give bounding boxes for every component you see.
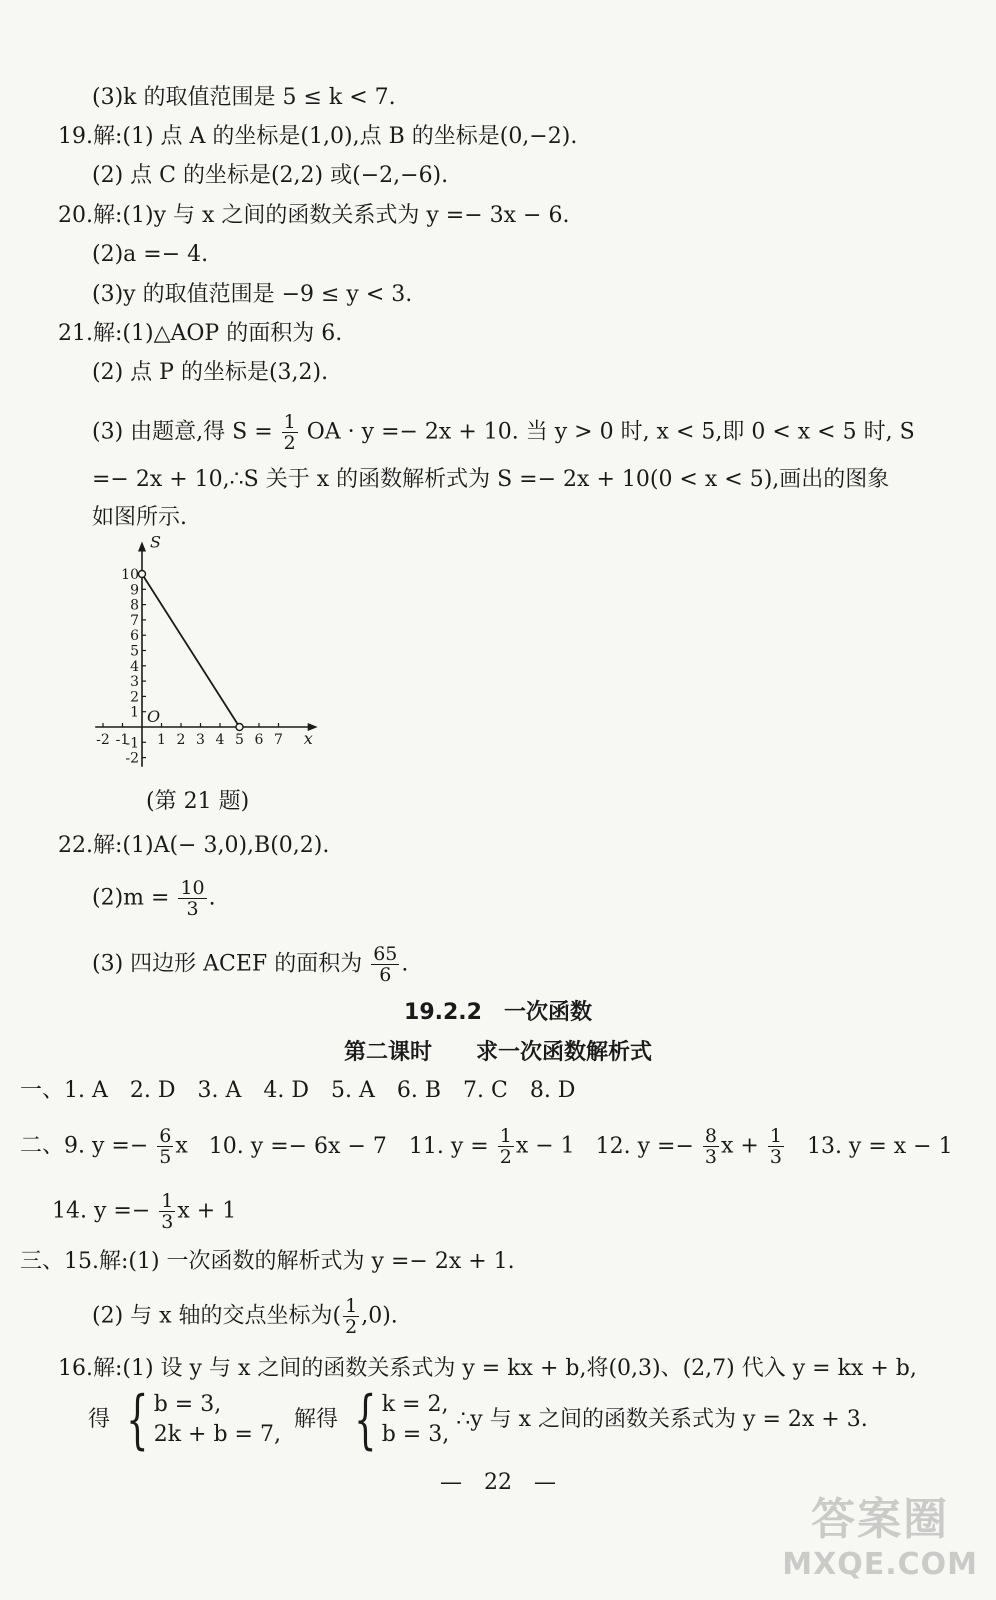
answer-21-3-line3: 如图所示. (92, 505, 187, 530)
y-tick-label: 2 (130, 689, 139, 706)
fraction-numerator: 1 (769, 1125, 782, 1147)
fill-blank-11-suffix: x − 1 (515, 1133, 575, 1159)
fraction-numerator: 65 (373, 943, 398, 965)
fraction-12a (703, 1126, 719, 1167)
answer-16-conclusion: ∴y 与 x 之间的函数关系式为 y = 2x + 3. (456, 1407, 868, 1432)
open-endpoint-end (236, 724, 243, 731)
answer-19-2: (2) 点 C 的坐标是(2,2) 或(−2,−6). (92, 163, 449, 188)
fraction-15 (343, 1296, 359, 1337)
answer-15-2 (92, 1296, 398, 1337)
y-tick-label: 7 (130, 612, 139, 629)
x-tick-label: 4 (215, 732, 225, 748)
answer-16-de: 得 (88, 1407, 111, 1432)
fraction-denominator: 5 (159, 1146, 172, 1168)
section-subtitle: 第二课时 求一次函数解析式 (343, 1040, 652, 1065)
x-tick-label: 1 (157, 732, 166, 748)
answer-18-3: (3)k 的取值范围是 5 ≤ k < 7. (92, 85, 396, 110)
y-tick-label: 5 (130, 643, 139, 660)
y-tick-label: 4 (130, 658, 139, 675)
system2-eq2: b = 3, (381, 1422, 450, 1447)
fill-blank-9-suffix: x (175, 1133, 188, 1159)
fraction-one-half (282, 412, 298, 453)
fill-blank-12-mid: x + (721, 1133, 759, 1159)
fraction-numerator: 1 (499, 1125, 512, 1147)
open-endpoint-start (139, 571, 146, 578)
answer-22-2-text: (2)m = (92, 885, 170, 911)
answer-21-2: (2) 点 P 的坐标是(3,2). (92, 360, 329, 385)
fraction-denominator: 3 (769, 1146, 782, 1168)
multiple-choice-answers: 一、1. A 2. D 3. A 4. D 5. A 6. B 7. C 8. D (20, 1078, 576, 1103)
answer-20-1: 20.解:(1)y 与 x 之间的函数关系式为 y =− 3x − 6. (58, 203, 570, 228)
fraction-numerator: 1 (161, 1190, 174, 1212)
y-tick-label: 9 (130, 582, 139, 599)
fraction-11 (498, 1126, 514, 1167)
answer-16-1: 16.解:(1) 设 y 与 x 之间的函数关系式为 y = kx + b,将(0,3)、(2,7) 代入 y = kx + b, (58, 1356, 917, 1381)
y-axis-label: S (150, 532, 161, 552)
fraction-numerator: 6 (159, 1125, 172, 1147)
fraction-area (371, 944, 399, 985)
answer-22-2: (2)m = $\frac{10}{3}$ . (92, 877, 216, 920)
answer-21-3-line2: =− 2x + 10,∴S 关于 x 的函数解析式为 S =− 2x + 10(0 < x < 5),画出的图象 (92, 467, 890, 492)
equation-system-2: { k = 2, b = 3, (354, 1383, 450, 1457)
x-tick-label: -2 (96, 732, 110, 748)
y-axis-arrow (138, 542, 146, 552)
origin-label: O (147, 707, 161, 726)
fraction-denominator: 3 (704, 1146, 718, 1168)
x-tick-label: -1 (115, 732, 130, 748)
fraction-m-value (178, 878, 206, 919)
fill-blank-10-11-text: 10. y =− 6x − 7 11. y = (208, 1133, 489, 1159)
answer-22-3: (3) 四边形 ACEF 的面积为 $\frac{65}{6}$ . (92, 943, 409, 986)
answer-15-2-suffix: ,0). (361, 1303, 398, 1329)
answer-15-1: 三、15.解:(1) 一次函数的解析式为 y =− 2x + 1. (20, 1249, 515, 1274)
fill-blank-14-suffix: x + 1 (177, 1198, 237, 1224)
y-tick-label: 3 (130, 674, 139, 691)
y-tick-label: 1 (130, 704, 139, 721)
fraction-denominator: 2 (499, 1146, 512, 1168)
page-number: — 22 — (440, 1470, 556, 1495)
fill-blank-12-text: 12. y =− (595, 1133, 694, 1159)
x-tick-label: 6 (254, 732, 264, 748)
y-tick-label: 6 (130, 628, 139, 645)
fill-blank-answers-row2 (52, 1191, 236, 1232)
fraction-numerator: 10 (180, 877, 205, 899)
x-tick-label: 3 (196, 732, 205, 748)
fill-blank-answers-row1 (20, 1126, 953, 1167)
y-tick-label: 10 (121, 567, 139, 583)
x-tick-label: 2 (176, 732, 186, 748)
figure-caption-21: (第 21 题) (146, 789, 250, 814)
y-tick-label: -1 (125, 735, 139, 752)
fill-blank-9-text: 二、9. y =− (20, 1133, 149, 1159)
answer-21-3-text-b: OA · y =− 2x + 10. 当 y > 0 时, x < 5,即 0 < x < 5 时, S (306, 419, 915, 445)
watermark-logo (782, 1483, 978, 1582)
y-tick-label: -2 (125, 750, 139, 767)
y-tick-label: 8 (130, 597, 139, 614)
watermark-top: 答案圈 (811, 1494, 950, 1545)
system2-eq1: k = 2, (381, 1392, 449, 1417)
section-title: 19.2.2 一次函数 (404, 1000, 592, 1025)
system1-eq2: 2k + b = 7, (153, 1422, 281, 1447)
fraction-numerator: 1 (283, 411, 296, 433)
fill-blank-14-text: 14. y =− (52, 1198, 151, 1224)
answer-20-3: (3)y 的取值范围是 −9 ≤ y < 3. (92, 282, 413, 307)
watermark-bottom: MXQE.COM (782, 1547, 978, 1582)
x-axis-label: x (303, 729, 313, 748)
fraction-denominator: 2 (345, 1316, 358, 1338)
answer-15-2-text: (2) 与 x 轴的交点坐标为( (92, 1303, 342, 1329)
system1-eq1: b = 3, (153, 1392, 222, 1417)
x-tick-label: 7 (274, 732, 283, 748)
question-21-graph (80, 532, 320, 780)
fill-blank-13-text: 13. y = x − 1 (806, 1133, 953, 1159)
fraction-12b (768, 1126, 784, 1167)
answer-16-solve: 解得 (293, 1407, 338, 1432)
function-segment (142, 574, 240, 727)
fraction-14 (159, 1191, 175, 1232)
answer-16-systems (88, 1383, 868, 1457)
equation-system-1: { b = 3, 2k + b = 7, (126, 1383, 281, 1457)
answer-22-3-text: (3) 四边形 ACEF 的面积为 (92, 951, 363, 977)
answer-21-3-line1 (92, 412, 915, 453)
fraction-9 (157, 1126, 173, 1167)
fraction-denominator: 3 (161, 1211, 174, 1233)
answer-21-3-text-a: (3) 由题意,得 S = (92, 419, 273, 445)
answer-21-1: 21.解:(1)△AOP 的面积为 6. (58, 321, 343, 346)
fraction-denominator: 6 (379, 964, 392, 986)
fraction-denominator: 3 (186, 898, 199, 920)
fraction-numerator: 8 (704, 1125, 718, 1147)
answer-20-2: (2)a =− 4. (92, 242, 209, 267)
fraction-numerator: 1 (345, 1295, 358, 1317)
fraction-denominator: 2 (283, 432, 296, 454)
answer-19-1: 19.解:(1) 点 A 的坐标是(1,0),点 B 的坐标是(0,−2). (58, 124, 578, 149)
answer-22-1: 22.解:(1)A(− 3,0),B(0,2). (58, 833, 330, 858)
x-tick-label: 5 (235, 732, 244, 748)
